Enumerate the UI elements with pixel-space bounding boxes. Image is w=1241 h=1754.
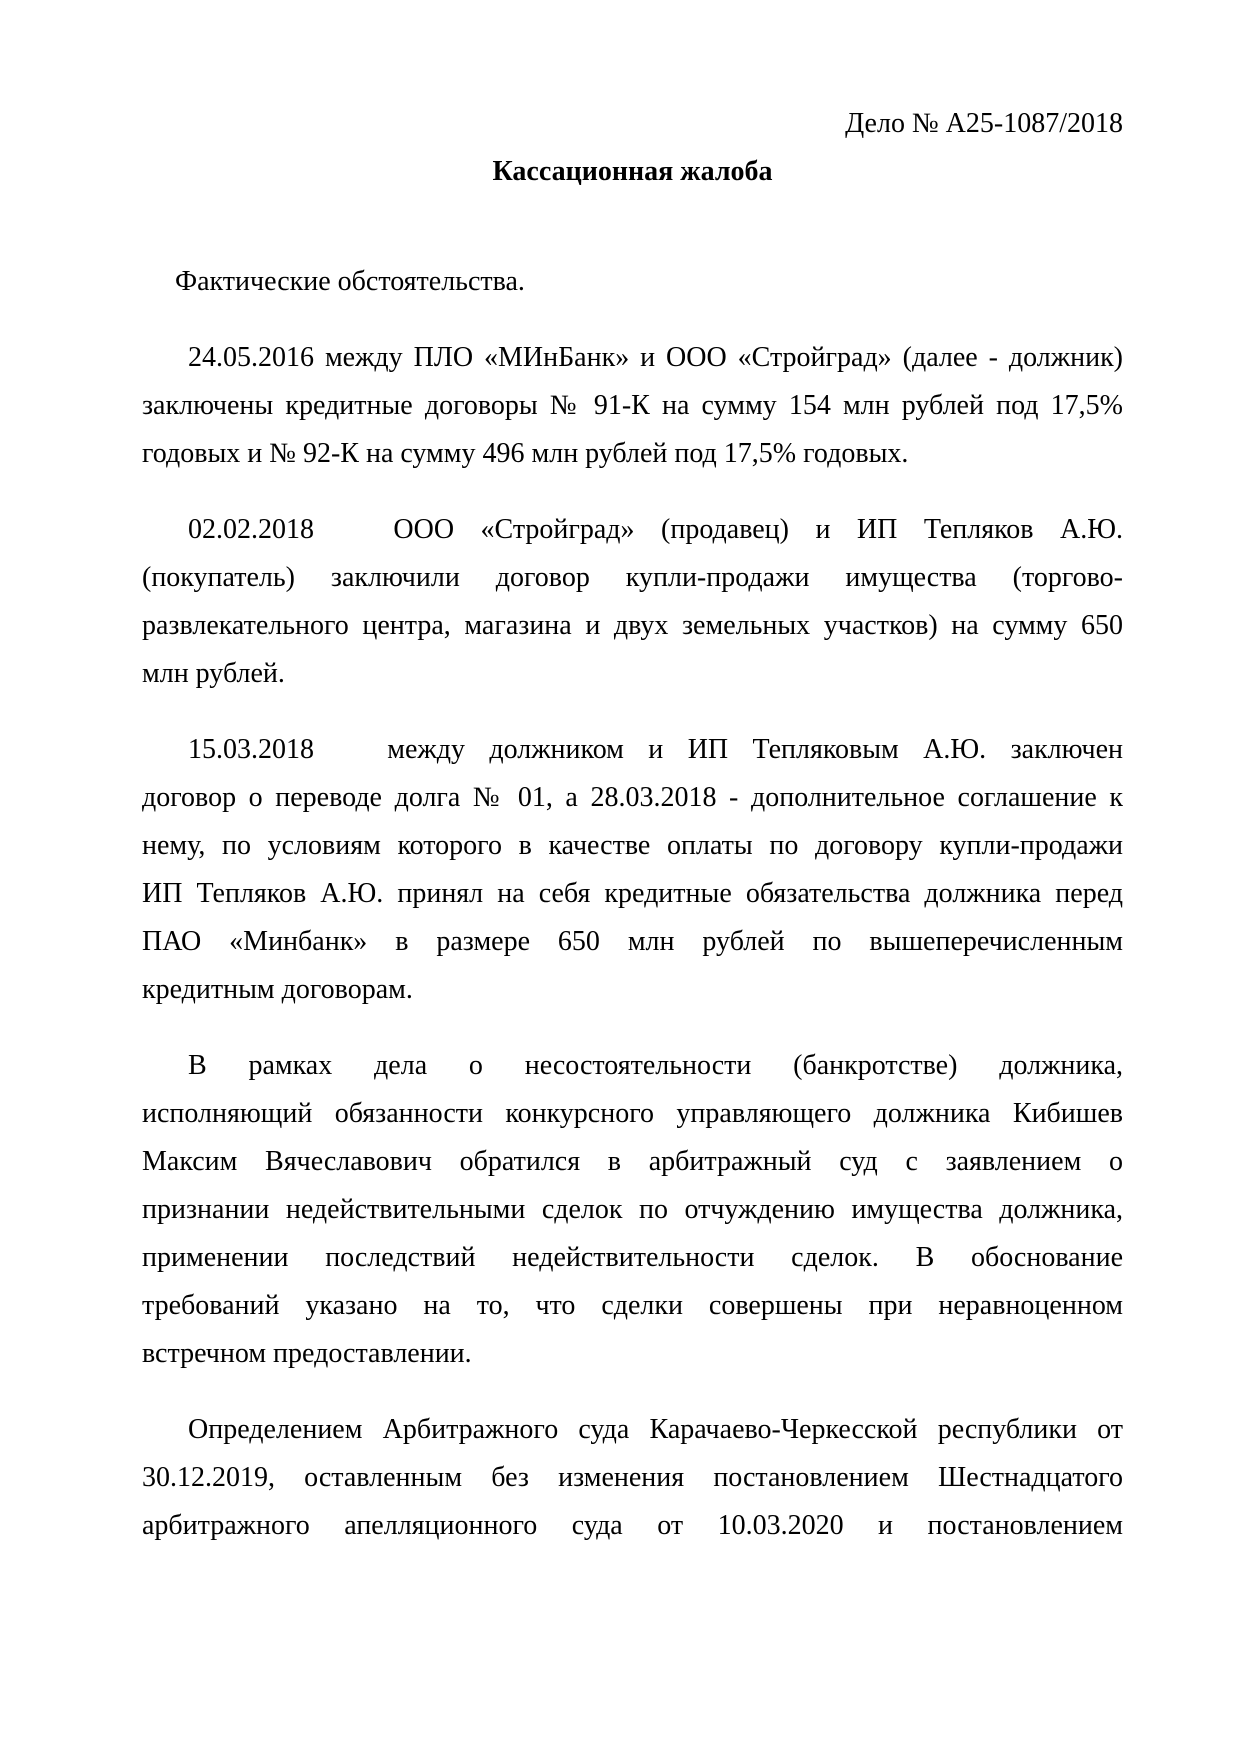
paragraph-line: годовых и № 92-К на сумму 496 млн рублей под 17,5% годовых. (142, 438, 909, 469)
paragraph (142, 726, 1123, 1014)
paragraph (142, 1406, 1123, 1550)
paragraph-line: применении последствий недействительности сделок. В обоснование (142, 1242, 1123, 1273)
paragraph (142, 1042, 1123, 1378)
paragraph-line: нему, по условиям которого в качестве оплаты по договору купли-продажи (142, 830, 1123, 861)
paragraph-line: 24.05.2016 между ПЛО «МИнБанк» и ООО «Стройград» (далее - должник) (188, 342, 1123, 373)
paragraph-line: (покупатель) заключили договор купли-продажи имущества (торгово- (142, 562, 1123, 593)
paragraph-line: исполняющий обязанности конкурсного управляющего должника Кибишев (142, 1098, 1123, 1129)
paragraph-line: признании недействительными сделок по отчуждению имущества должника, (142, 1194, 1123, 1225)
paragraph (142, 334, 1123, 478)
document-title: Кассационная жалоба (492, 156, 773, 187)
paragraph-line: кредитным договорам. (142, 974, 413, 1005)
paragraph-line: млн рублей. (142, 658, 285, 689)
paragraph-line: заключены кредитные договоры № 91-К на сумму 154 млн рублей под 17,5% (142, 390, 1123, 421)
paragraph-line: ИП Тепляков А.Ю. принял на себя кредитные обязательства должника перед (142, 878, 1123, 909)
paragraph-line: Максим Вячеславович обратился в арбитражный суд с заявлением о (142, 1146, 1123, 1177)
paragraph-line: 30.12.2019, оставленным без изменения постановлением Шестнадцатого (142, 1462, 1123, 1493)
paragraph-line: 15.03.2018 между должником и ИП Тепляковым А.Ю. заключен (188, 734, 1123, 765)
paragraph-line: Определением Арбитражного суда Карачаево-Черкесской республики от (188, 1414, 1123, 1445)
paragraph-line: развлекательного центра, магазина и двух земельных участков) на сумму 650 (142, 610, 1123, 641)
paragraph-line: ПАО «Минбанк» в размере 650 млн рублей по вышеперечисленным (142, 926, 1123, 957)
case-number: Дело № А25-1087/2018 (845, 108, 1123, 139)
paragraph-line: встречном предоставлении. (142, 1338, 472, 1369)
section-heading: Фактические обстоятельства. (175, 266, 525, 297)
paragraph-line: В рамках дела о несостоятельности (банкротстве) должника, (188, 1050, 1123, 1081)
paragraph-line: арбитражного апелляционного суда от 10.03.2020 и постановлением (142, 1510, 1123, 1541)
paragraph-line: договор о переводе долга № 01, а 28.03.2018 - дополнительное соглашение к (142, 782, 1123, 813)
paragraph-line: 02.02.2018 ООО «Стройград» (продавец) и ИП Тепляков А.Ю. (188, 514, 1123, 545)
paragraph-line: требований указано на то, что сделки совершены при неравноценном (142, 1290, 1123, 1321)
document-body (142, 334, 1123, 1550)
paragraph (142, 506, 1123, 698)
